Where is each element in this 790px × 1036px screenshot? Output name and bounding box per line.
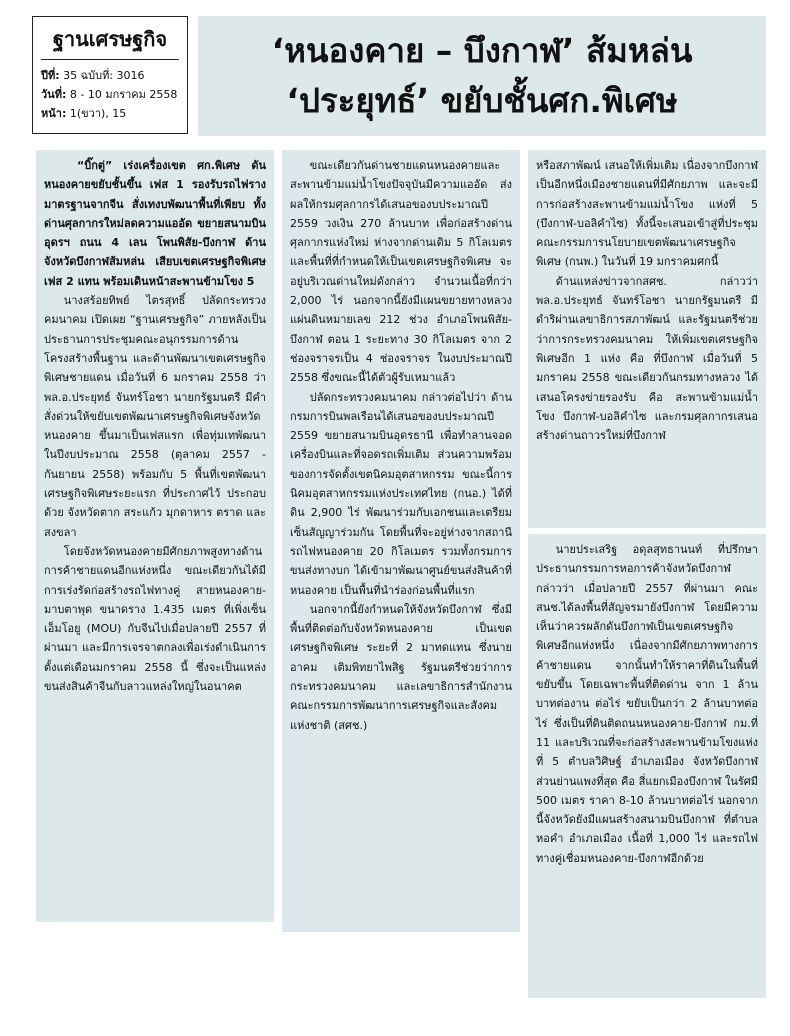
issue-volume: ปีที่: 35 ฉบับที่: 3016 <box>41 69 145 82</box>
issue-date: วันที่: 8 - 10 มกราคม 2558 <box>41 88 178 101</box>
paragraph: ด้านแหล่งข่าวจากสศช. กล่าวว่า พล.อ.ประยุทธ์ จันทร์โอชา นายกรัฐมนตรี มีดำริผ่านเลขาธิการสภาพัฒน์ และรัฐมนตรีช่วยว่าการกระทรวงคมนาคม ให้เพิ่มเขตเศรษฐกิจพิเศษอีก 1 แห่ง คือ ที่บึงกาฬ เมื่อวันที่ 5 มกราคม 2558 ขณะเดียวกันกรมทางหลวง ได้เสนอโครงข่ายรองรับ คือ สะพานข้ามแม่น้ำโขง บึงกาฬ-บอลิคำไซ และกรมศุลกากรเสนอสร้างด่านถาวรใหม่ที่บึงกาฬ <box>536 274 758 443</box>
article-column-1 <box>36 150 274 922</box>
headline-box <box>198 16 766 136</box>
headline-line-2: ‘ประยุทธ์’ ขยับชั้นศก.พิเศษ <box>286 81 678 120</box>
paragraph: ปลัดกระทรวงคมนาคม กล่าวต่อไปว่า ด้านกรมการบินพลเรือนได้เสนอของบประมาณปี 2559 ขยายสนามบินอุดรธานี เพื่อทำลานจอดเครื่องบินและที่จอดรถเพิ่มเติม ส่วนความพร้อมของการจัดตั้งเขตนิคมอุตสาหกรรม ขณะนี้การนิคมอุตสาหกรรมแห่งประเทศไทย (กนอ.) ได้ที่ดิน 2,900 ไร่ พัฒนาร่วมกับเอกชนและเตรียมเซ็นสัญญาร่วมกัน โดยพื้นที่จะอยู่ห่างจากสถานีรถไฟหนองคาย 20 กิโลเมตร รวมทั้งกรมการขนส่งทางบก ได้เข้ามาพัฒนาศูนย์ขนส่งสินค้าที่หนองคาย เป็นพื้นที่นำร่องก่อนพื้นที่แรก <box>290 390 512 597</box>
article-lead: “บิ๊กตู่” เร่งเครื่องเขต ศก.พิเศษ ดันหนองคายขยับชั้นขึ้น เฟส 1 รองรับรถไฟรางมาตรฐานจากจีน สั่งเทงบพัฒนาพื้นที่เพียบ ทั้งด่านศุลกากรใหม่ลดความแออัด ขยายสนามบินอุดรฯ ถนน 4 เลน โพนพิสัย-บึงกาฬ ด้านจังหวัดบึงกาฬส้มหล่น เสียบเขตเศรษฐกิจพิเศษเฟส 2 แทน พร้อมเดินหน้าสะพานข้ามโขง 5 <box>44 159 266 288</box>
paragraph: ขณะเดียวกันด่านชายแดนหนองคายและสะพานข้ามแม่น้ำโขงปัจจุบันมีความแออัด ส่งผลให้กรมศุลกากรได้เสนอของบประมาณปี 2559 วงเงิน 270 ล้านบาท เพื่อก่อสร้างด่านศุลกากรแห่งใหม่ ห่างจากด่านเดิม 5 กิโลเมตร และพื้นที่ที่กำหนดให้เป็นเขตเศรษฐกิจพิเศษ จะอยู่บริเวณด่านใหม่ดังกล่าว จำนวนเนื้อที่กว่า 2,000 ไร่ นอกจากนี้ยังมีแผนขยายทางหลวงแผ่นดินหมายเลข 212 ช่วง อำเภอโพนพิสัย-บึงกาฬ ตอน 1 ระยะทาง 30 กิโลเมตร จาก 2 ช่องจราจรเป็น 4 ช่องจราจร ในงบประมาณปี 2558 ซึ่งขณะนี้ได้ตัวผู้รับเหมาแล้ว <box>290 159 512 385</box>
publication-info-box <box>32 16 188 134</box>
paragraph: หรือสภาพัฒน์ เสนอให้เพิ่มเติม เนื่องจากบึงกาฬเป็นอีกหนึ่งเมืองชายแดนที่มีศักยภาพ และจะมีการก่อสร้างสะพานข้ามแม่น้ำโขง แห่งที่ 5 (บึงกาฬ-บอลิคำไซ) ทั้งนี้จะเสนอเข้าสู่ที่ประชุมคณะกรรมการนโยบายเขตพัฒนาเศรษฐกิจพิเศษ (กนพ.) ในวันที่ 19 มกราคมศกนี้ <box>536 159 758 269</box>
paragraph: โดยจังหวัดหนองคายมีศักยภาพสูงทางด้านการค้าชายแดนอีกแห่งหนึ่ง ขณะเดียวกันได้มีการเร่งรัดก่อสร้างรถไฟทางคู่ สายหนองคาย-มาบตาพุด ขนาดราง 1.435 เมตร ที่เพิ่งเซ็นเอ็มโอยู (MOU) กับจีนไปเมื่อปลายปี 2557 ที่ผ่านมา และมีการเจรจาตกลงเพื่อเร่งดำเนินการตั้งแต่เดือนมกราคม 2558 นี้ ซึ่งจะเป็นแหล่งขนส่งสินค้าจีนกับลาวแหล่งใหญ่ในอนาคต <box>44 544 266 694</box>
article-column-2 <box>282 150 520 932</box>
paragraph: นางสร้อยทิพย์ ไตรสุทธิ์ ปลัดกระทรวงคมนาคม เปิดเผย “ฐานเศรษฐกิจ” ภายหลังเป็นประธานการประชุมคณะอนุกรรมการด้านโครงสร้างพื้นฐาน และด้านพัฒนาเขตเศรษฐกิจพิเศษชายแดน เมื่อวันที่ 6 มกราคม 2558 ว่า พล.อ.ประยุทธ์ จันทร์โอชา นายกรัฐมนตรี มีคำสั่งด่วนให้ขยับเขตพัฒนาเศรษฐกิจพิเศษจังหวัดหนองคาย ขึ้นมาเป็นเฟสแรก เพื่อทุ่มเทพัฒนาในปีงบประมาณ 2558 (ตุลาคม 2557 - กันยายน 2558) พร้อมกับ 5 พื้นที่เขตพัฒนาเศรษฐกิจพิเศษระยะแรก ที่ประกาศไว้ ประกอบด้วย จังหวัดตาก สระแก้ว มุกดาหาร ตราด และสงขลา <box>44 294 266 539</box>
article-column-3-top <box>528 150 766 528</box>
headline-line-1: ‘หนองคาย – บึงกาฬ’ ส้มหล่น <box>271 31 693 70</box>
paragraph: นายประเสริฐ อดุลสุทธานนท์ ที่ปรึกษาประธานกรรมการหอการค้าจังหวัดบึงกาฬ กล่าวว่า เมื่อปลายปี 2557 ที่ผ่านมา คณะ สนช.ได้ลงพื้นที่สัญจรมายังบึงกาฬ โดยมีความเห็นว่าควรผลักดันบึงกาฬเป็นเขตเศรษฐกิจพิเศษอีกแห่งหนึ่ง เนื่องจากมีศักยภาพทางการค้าชายแดน จากนั้นทำให้ราคาที่ดินในพื้นที่ขยับขึ้น โดยเฉพาะพื้นที่ติดด่าน จาก 1 ล้านบาทต่องาน ต่อไร่ ขยับเป็นกว่า 2 ล้านบาทต่อไร่ ซึ่งเป็นที่ดินติดถนนหนองคาย-บึงกาฬ กม.ที่ 11 และบริเวณที่จะก่อสร้างสะพานข้ามโขงแห่งที่ 5 ตำบลวิศิษฐ์ อำเภอเมือง จังหวัดบึงกาฬ ส่วนย่านแพงที่สุด คือ สี่แยกเมืองบึงกาฬ ในรัศมี 500 เมตร ราคา 8-10 ล้านบาทต่อไร่ นอกจากนี้จังหวัดยังมีแผนสร้างสนามบินบึงกาฬ ที่ตำบลหอคำ อำเภอเมือง เนื้อที่ 1,000 ไร่ และรถไฟทางคู่เชื่อมหนองคาย-บึงกาฬอีกด้วย <box>536 543 758 865</box>
publication-name: ฐานเศรษฐกิจ <box>41 23 179 60</box>
paragraph: นอกจากนี้ยังกำหนดให้จังหวัดบึงกาฬ ซึ่งมีพื้นที่ติดต่อกับจังหวัดหนองคาย เป็นเขตเศรษฐกิจพิเศษ ระยะที่ 2 มาทดแทน ซึ่งนายอาคม เติมพิทยาไพสิฐ รัฐมนตรีช่วยว่าการกระทรวงคมนาคม และเลขาธิการสำนักงานคณะกรรมการพัฒนาการเศรษฐกิจและสังคมแห่งชาติ (สศช.) <box>290 602 512 732</box>
issue-page: หน้า: 1(ขวา), 15 <box>41 107 127 120</box>
article-column-3-bottom <box>528 534 766 998</box>
